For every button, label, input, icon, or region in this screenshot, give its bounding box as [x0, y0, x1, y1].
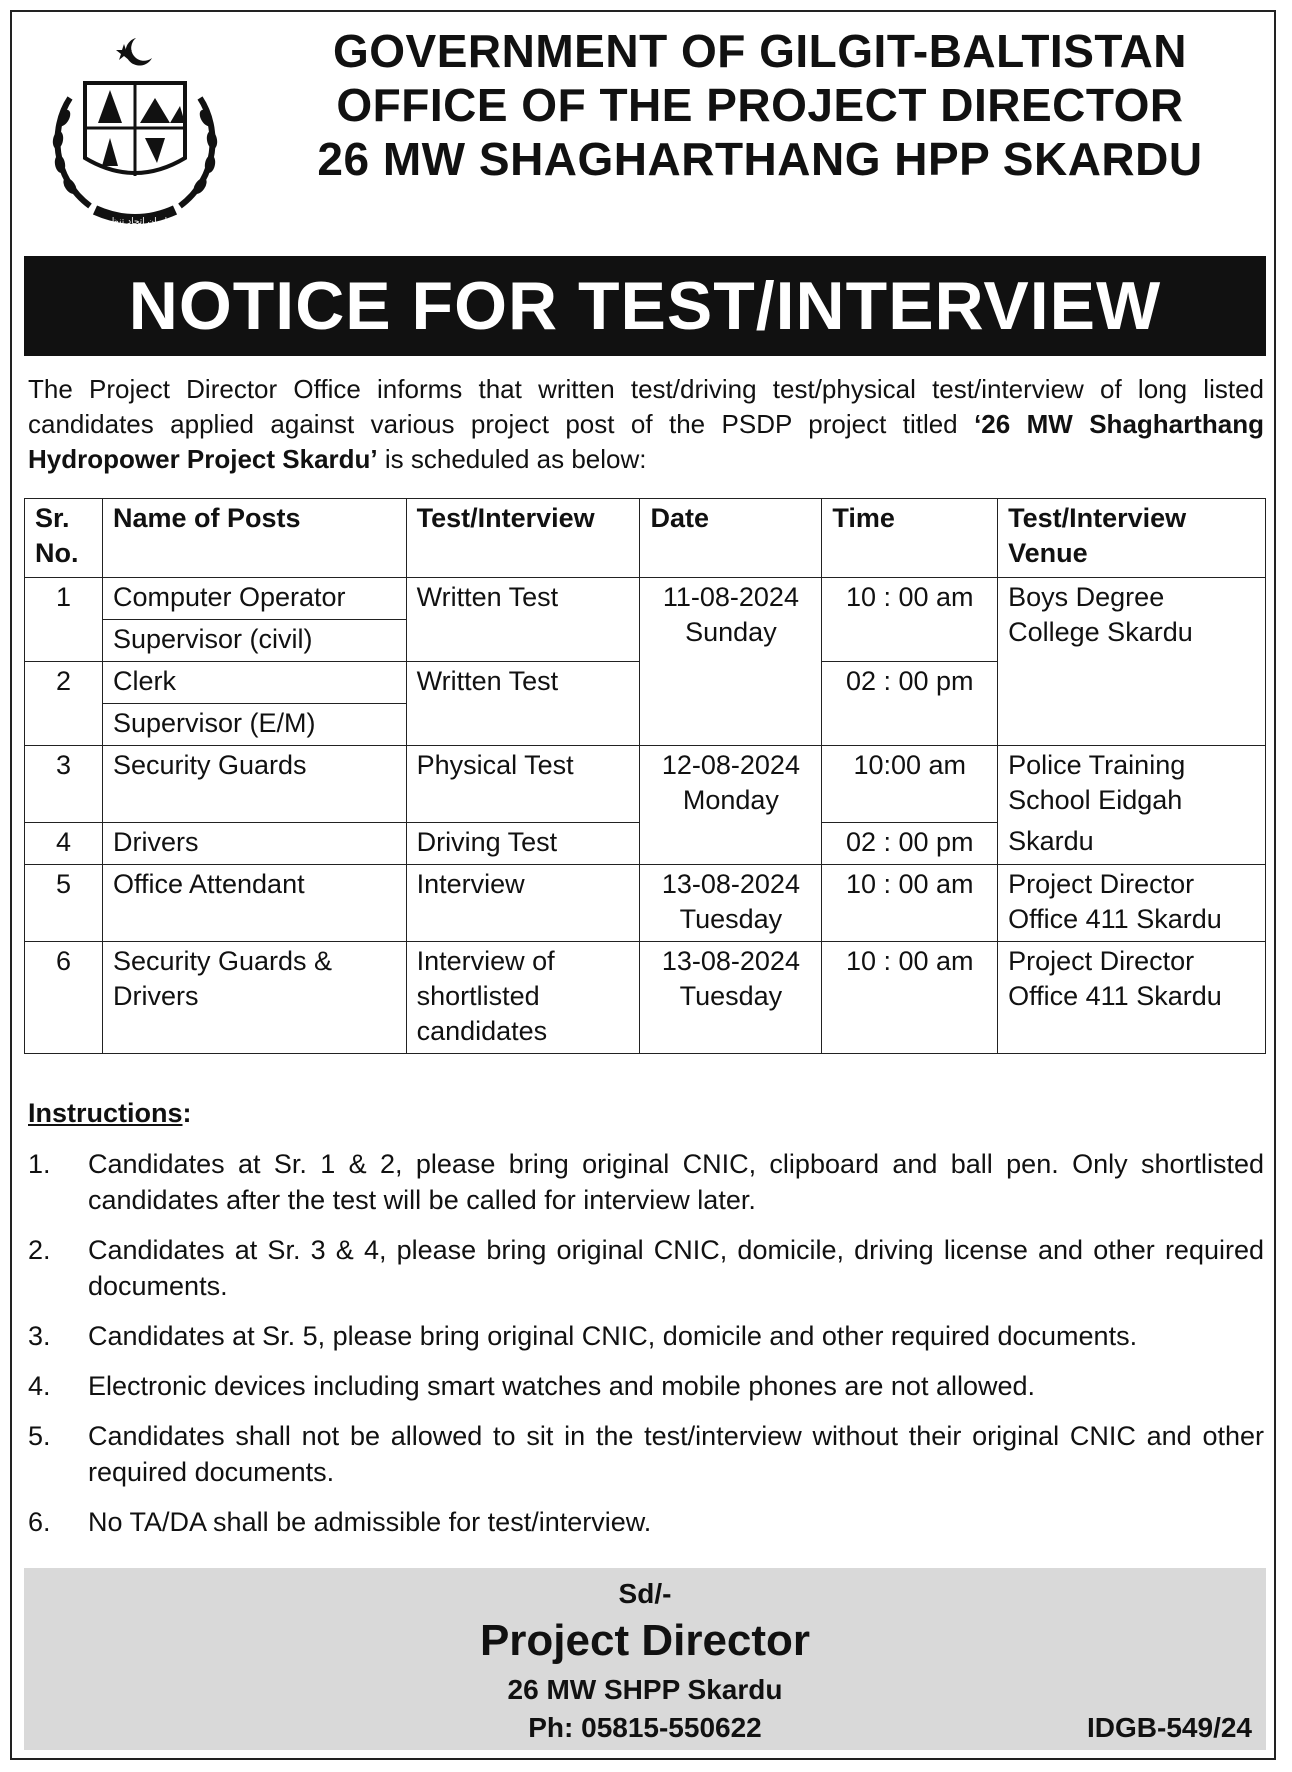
table-header-row — [25, 499, 1266, 578]
notice-banner: NOTICE FOR TEST/INTERVIEW — [24, 256, 1266, 356]
header-type: Test/Interview — [406, 499, 640, 578]
list-item: 1. Candidates at Sr. 1 & 2, please bring original CNIC, clipboard and ball pen. Only shortlisted candidates after the test will be called for interview later. — [28, 1149, 1264, 1215]
signatory-office: 26 MW SHPP Skardu — [507, 1674, 783, 1705]
list-item: 5. Candidates shall not be allowed to sit in the test/interview without their original CNIC and other required documents. — [28, 1421, 1264, 1487]
header-date: Date — [640, 499, 822, 578]
list-item: 2. Candidates at Sr. 3 & 4, please bring original CNIC, domicile, driving license and other required documents. — [28, 1235, 1264, 1301]
header-venue: Test/Interview Venue — [998, 499, 1266, 578]
table-row: 6 Security Guards & Drivers Interview of shortlisted candidates 13-08-2024 Tuesday 10 : 00 am Project Director Office 411 Skardu — [25, 941, 1266, 1053]
header-line-1: GOVERNMENT OF GILGIT-BALTISTAN — [332, 25, 1188, 77]
table-row: 4 Drivers Driving Test 02 : 00 pm Skardu — [25, 822, 1266, 864]
list-item: 4. Electronic devices including smart watches and mobile phones are not allowed. — [28, 1371, 1036, 1401]
header — [0, 0, 1292, 250]
header-line-2: OFFICE OF THE PROJECT DIRECTOR — [336, 79, 1184, 131]
phone-number: Ph: 05815-550622 — [528, 1712, 762, 1743]
schedule-table — [24, 498, 1266, 1054]
signed-mark: Sd/- — [618, 1578, 672, 1609]
header-time: Time — [822, 499, 998, 578]
government-emblem-icon — [40, 28, 230, 238]
reference-number: IDGB-549/24 — [1087, 1712, 1252, 1743]
table-row: 5 Office Attendant Interview 13-08-2024 Tuesday 10 : 00 am Project Director Office 411 Skardu — [25, 864, 1266, 941]
list-item: 6. No TA/DA shall be admissible for test/interview. — [28, 1507, 652, 1537]
signatory-title: Project Director — [479, 1616, 811, 1665]
table-row: 3 Security Guards Physical Test 12-08-2024 Monday 10:00 am Police Training School Eidgah — [25, 746, 1266, 823]
table-row: 2 Clerk Written Test 02 : 00 pm — [25, 662, 1266, 704]
header-line-3: 26 MW SHAGHARTHANG HPP SKARDU — [317, 133, 1203, 185]
table-row: 1 Computer Operator Written Test 11-08-2024 Sunday 10 : 00 am Boys Degree College Skardu — [25, 578, 1266, 620]
instructions-heading: Instructions: — [28, 1098, 192, 1128]
header-post: Name of Posts — [102, 499, 406, 578]
list-item: 3. Candidates at Sr. 5, please bring original CNIC, domicile and other required documents. — [28, 1321, 1138, 1351]
signature-block — [24, 1568, 1266, 1750]
table-row: Supervisor (E/M) — [25, 704, 1266, 746]
intro-paragraph: The Project Director Office informs that written test/driving test/physical test/interview of long listed candidates applied against various project post of the PSDP project titled ‘26 MW Shagharthang Hydropower Project Skardu’ is scheduled as below: — [28, 374, 1265, 474]
instructions-list — [28, 1146, 1264, 1554]
project-title: ‘26 MW Shagharthang Hydropower Project Skardu’ — [28, 409, 1265, 474]
header-sr: Sr. No. — [25, 499, 103, 578]
svg-text:ایمان اتحاد تنظیم: ایمان اتحاد تنظیم — [102, 217, 168, 227]
table-row: Supervisor (civil) — [25, 620, 1266, 662]
